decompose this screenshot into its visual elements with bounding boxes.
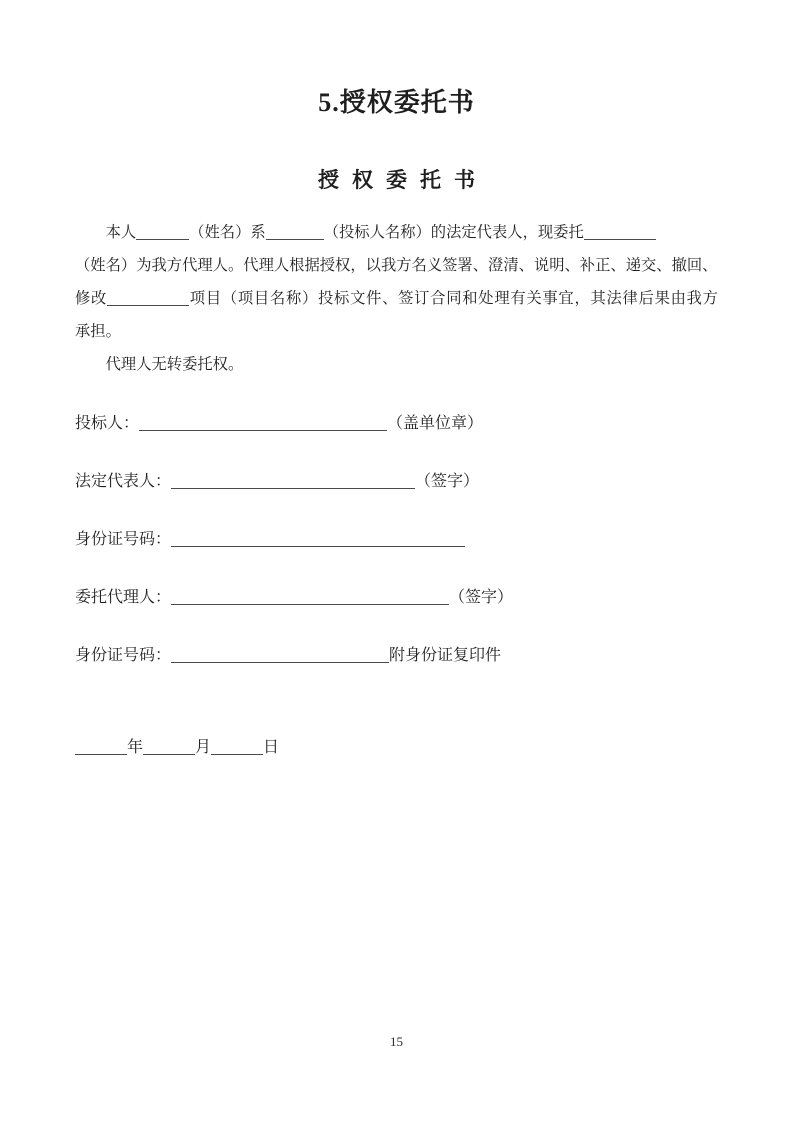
id-number-blank-underline [171,649,389,663]
principal-name-blank [136,227,189,240]
project-name-blank [107,293,189,306]
no-subdelegation-note: 代理人无转委托权。 [105,356,244,373]
id-number-line-1 [75,523,465,556]
id-number-label: 身份证号码： [75,531,172,548]
text-run: （投标人名称）的法定代表人，现委托 [323,224,584,241]
paragraph-line-2: （姓名）为我方代理人。代理人根据授权，以我方名义签署、澄清、说明、补正、递交、撤回、 [75,257,718,274]
signature-note: （签字） [449,589,514,606]
paragraph-line-3 [75,282,718,315]
date-line [75,731,279,764]
bidder-signature-line [75,407,483,440]
section-title: 5.授权委托书 [318,88,475,117]
bidder-label: 投标人： [75,415,140,432]
paragraph-line-4: 承担。 [75,323,121,340]
bidder-blank-underline [139,417,387,431]
legal-representative-blank-underline [171,475,415,489]
paragraph-line-1 [75,216,718,249]
document-heading: 授权委托书 [318,168,488,192]
authorization-paragraph [75,216,718,381]
legal-representative-line [75,465,479,498]
bidder-name-blank [266,227,324,240]
entrusted-agent-line [75,581,513,614]
agent-name-blank [584,227,656,240]
month-blank-underline [143,742,195,755]
id-copy-attachment-note: 附身份证复印件 [389,647,502,664]
entrusted-agent-label: 委托代理人： [75,589,172,606]
id-number-line-2 [75,639,501,672]
seal-note: （盖单位章） [387,415,484,432]
year-label: 年 [127,739,144,756]
month-label: 月 [195,739,212,756]
day-label: 日 [263,739,280,756]
text-run: （姓名）系 [189,224,266,241]
entrusted-agent-blank-underline [171,591,449,605]
signature-note: （签字） [415,473,480,490]
text-run: 本人 [105,224,137,241]
id-number-label: 身份证号码： [75,647,172,664]
text-run: 项目（项目名称）投标文件、签订合同和处理有关事宜，其法律后果由我方 [189,290,718,307]
day-blank-underline [211,742,263,755]
legal-representative-label: 法定代表人： [75,473,172,490]
id-number-blank-underline [171,533,465,547]
year-blank-underline [75,742,127,755]
text-run: 修改 [75,290,108,307]
page-number: 15 [390,1034,403,1049]
